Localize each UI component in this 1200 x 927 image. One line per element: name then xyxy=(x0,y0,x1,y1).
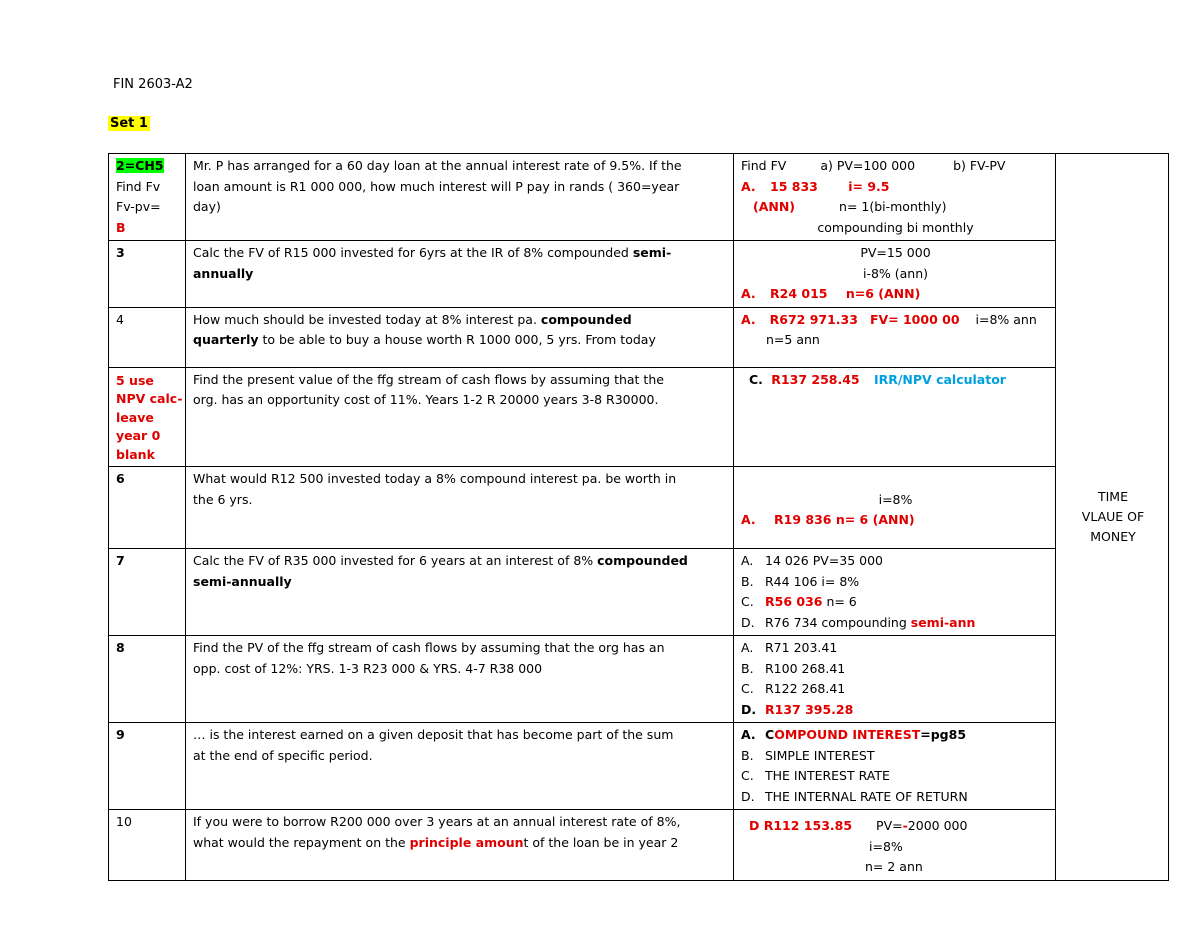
answer-text: i-8% (ann) xyxy=(862,265,929,281)
question-line: to be able to buy a house worth R 1000 000, 5 yrs. From today xyxy=(258,332,656,347)
number-note: Find Fv xyxy=(116,178,161,194)
answer-cell xyxy=(734,467,1056,549)
option-text: R100 268.41 xyxy=(765,660,846,676)
answer-cell xyxy=(734,723,1056,810)
question-text xyxy=(186,636,734,723)
answer-cell xyxy=(734,367,1056,467)
option-label: C. xyxy=(741,768,754,783)
question-line: How much should be invested today at 8% interest pa. xyxy=(193,311,541,327)
answer-text: 2000 000 xyxy=(907,818,968,833)
question-line: opp. cost of 12%: YRS. 1-3 R23 000 & YRS. 4-7 R38 000 xyxy=(193,660,543,676)
number-note: 8 xyxy=(116,640,125,655)
topic-line: MONEY xyxy=(1090,528,1136,544)
answer-value: R672 971.33 xyxy=(769,311,858,327)
question-text xyxy=(186,154,734,241)
option-text: 14 026 PV=35 000 xyxy=(765,553,884,568)
answer-label: A. xyxy=(741,512,756,527)
question-text xyxy=(186,367,734,467)
question-emphasis: compounded xyxy=(540,311,632,327)
question-line: Calc the FV of R15 000 invested for 6yrs at the IR of 8% compounded xyxy=(193,245,633,260)
number-note: 4 xyxy=(116,311,124,327)
question-number xyxy=(109,549,186,636)
number-note: B xyxy=(116,219,126,235)
answer-value: n=6 (ANN) xyxy=(845,286,921,301)
question-number xyxy=(109,467,186,549)
answer-value: R137 258.45 xyxy=(771,371,860,387)
answer-note: IRR/NPV calculator xyxy=(873,371,1006,387)
question-line: day) xyxy=(193,199,221,214)
option-text: R71 203.41 xyxy=(765,640,838,655)
table-row xyxy=(109,467,1169,549)
number-note: 9 xyxy=(116,727,125,742)
question-number xyxy=(109,810,186,881)
table-row xyxy=(109,241,1169,308)
option-answer: R56 036 xyxy=(765,594,823,609)
option-label: C. xyxy=(741,681,754,696)
question-number xyxy=(109,241,186,308)
option-label: A. xyxy=(741,553,754,568)
option-label: B. xyxy=(741,573,754,589)
document-title: FIN 2603-A2 xyxy=(113,77,193,92)
option-answer: C xyxy=(765,727,775,742)
answer-text: n= 1(bi-monthly) xyxy=(839,199,947,214)
option-label: A. xyxy=(741,640,754,655)
number-note: Fv-pv= xyxy=(116,199,161,214)
number-note: 3 xyxy=(116,245,125,260)
question-text xyxy=(186,241,734,308)
topic-line: VLAUE OF xyxy=(1081,508,1145,524)
question-line: … is the interest earned on a given deposit that has become part of the sum xyxy=(193,727,674,742)
question-number xyxy=(109,154,186,241)
question-line: Calc the FV of R35 000 invested for 6 years at an interest of 8% xyxy=(193,553,598,568)
answer-value: 15 833 xyxy=(770,178,818,194)
answer-cell xyxy=(734,636,1056,723)
table-row xyxy=(109,723,1169,810)
answer-text: n= 2 ann xyxy=(865,859,923,874)
answer-value: R24 015 xyxy=(770,286,828,301)
option-label: A. xyxy=(741,727,756,742)
answer-cell xyxy=(734,549,1056,636)
number-note: 6 xyxy=(116,471,125,486)
number-note: 10 xyxy=(116,814,132,829)
question-line: Find the present value of the ffg stream of cash flows by assuming that the xyxy=(193,371,664,387)
answer-value: FV= 1000 00 xyxy=(869,311,960,327)
table-row xyxy=(109,367,1169,467)
question-line: Mr. P has arranged for a 60 day loan at the annual interest rate of 9.5%. If the xyxy=(193,158,682,173)
table-row xyxy=(109,810,1169,881)
number-note: NPV calc- xyxy=(116,391,183,406)
answer-value: (ANN) xyxy=(753,199,796,214)
answer-text: a) PV=100 000 xyxy=(820,158,916,173)
number-note: 7 xyxy=(116,553,125,568)
question-text xyxy=(186,723,734,810)
answer-text: i=8% xyxy=(869,838,903,854)
answer-text: PV= xyxy=(876,818,903,833)
question-line: what would the repayment on the xyxy=(193,834,410,850)
answer-cell xyxy=(734,241,1056,308)
option-answer: R137 395.28 xyxy=(765,701,854,717)
question-number xyxy=(109,723,186,810)
question-line: t of the loan be in year 2 xyxy=(523,834,679,850)
question-emphasis: semi- xyxy=(632,245,672,260)
set-label: Set 1 xyxy=(110,116,148,131)
topic-line: TIME xyxy=(1097,488,1128,504)
option-label: D. xyxy=(741,788,755,804)
question-line: What would R12 500 invested today a 8% compound interest pa. be worth in xyxy=(193,471,677,486)
option-label: B. xyxy=(741,660,754,676)
answer-text: i=8% ann xyxy=(975,311,1037,327)
question-text xyxy=(186,549,734,636)
question-text xyxy=(186,467,734,549)
option-text: THE INTEREST RATE xyxy=(765,768,890,783)
option-text: =pg85 xyxy=(920,727,967,742)
option-text: THE INTERNAL RATE OF RETURN xyxy=(765,788,968,804)
option-text: R76 734 compounding xyxy=(765,614,911,630)
answer-cell xyxy=(734,154,1056,241)
option-answer: OMPOUND INTEREST xyxy=(774,727,921,742)
answer-value: R19 836 n= 6 (ANN) xyxy=(774,512,915,527)
topic-cell xyxy=(1056,154,1169,881)
answer-cell xyxy=(734,810,1056,881)
answer-value: D R112 153.85 xyxy=(749,818,853,833)
answer-label: A. xyxy=(741,178,756,194)
answer-text: i=8% xyxy=(878,491,913,507)
question-line: loan amount is R1 000 000, how much interest will P pay in rands ( 360=year xyxy=(193,178,680,194)
answer-text: compounding bi monthly xyxy=(817,219,974,235)
option-text: R122 268.41 xyxy=(765,681,846,696)
option-text: SIMPLE INTEREST xyxy=(765,747,875,763)
question-text xyxy=(186,810,734,881)
chapter-highlight: 2=CH5 xyxy=(116,158,164,173)
question-text xyxy=(186,307,734,367)
answer-text: PV=15 000 xyxy=(860,245,931,260)
question-number xyxy=(109,307,186,367)
answer-label: A. xyxy=(741,311,756,327)
option-label: D. xyxy=(741,701,757,717)
answer-label: C. xyxy=(749,371,763,387)
question-number xyxy=(109,636,186,723)
answer-text: b) FV-PV xyxy=(953,158,1006,173)
option-text: R44 106 i= 8% xyxy=(765,573,860,589)
question-line: at the end of specific period. xyxy=(193,747,373,763)
question-emphasis: semi-annually xyxy=(193,573,292,589)
questions-table xyxy=(108,153,1169,881)
answer-text: n=5 ann xyxy=(766,332,820,347)
question-line: the 6 yrs. xyxy=(193,491,253,507)
number-note: 5 use xyxy=(116,372,154,388)
table-row xyxy=(109,549,1169,636)
option-label: C. xyxy=(741,594,754,609)
number-note: year 0 xyxy=(116,428,161,443)
question-emphasis: principle amoun xyxy=(409,834,524,850)
option-answer: semi-ann xyxy=(910,614,976,630)
option-label: D. xyxy=(741,614,755,630)
question-line: If you were to borrow R200 000 over 3 years at an annual interest rate of 8%, xyxy=(193,814,681,829)
table-row xyxy=(109,307,1169,367)
number-note: leave xyxy=(116,409,154,425)
question-emphasis: quarterly xyxy=(193,332,259,347)
answer-cell xyxy=(734,307,1056,367)
answer-label: A. xyxy=(741,286,756,301)
question-line: Find the PV of the ffg stream of cash flows by assuming that the org has an xyxy=(193,640,665,655)
answer-value: i= 9.5 xyxy=(848,178,890,194)
table-row xyxy=(109,636,1169,723)
question-line: org. has an opportunity cost of 11%. Years 1-2 R 20000 years 3-8 R30000. xyxy=(193,392,659,407)
question-emphasis: annually xyxy=(193,265,254,281)
question-number xyxy=(109,367,186,467)
number-note: blank xyxy=(116,446,155,462)
option-label: B. xyxy=(741,747,754,763)
answer-text: Find FV xyxy=(741,158,787,173)
option-text: n= 6 xyxy=(822,594,857,609)
question-emphasis: compounded xyxy=(597,553,688,568)
table-row xyxy=(109,154,1169,241)
answer-mark: - xyxy=(902,818,908,833)
